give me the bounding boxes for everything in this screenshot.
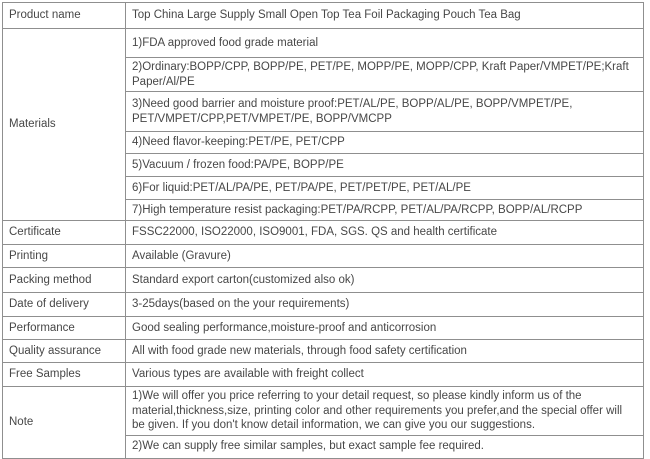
row-label-performance: Performance: [3, 317, 126, 340]
note-item-1: 1)We will offer you price referring to your detail request, so please kindly inform us of the material,thickness,size, printing color and other requirements you prefer,and the special offer will be given. If you don't know detail information, we can give you our suggestions.: [126, 387, 644, 436]
table-row: [3, 340, 644, 363]
table-row: [3, 221, 644, 245]
row-label-printing: Printing: [3, 245, 126, 268]
row-value-performance: Good sealing performance,moisture-proof and anticorrosion: [126, 317, 644, 340]
row-value-product-name: Top China Large Supply Small Open Top Tea Foil Packaging Pouch Tea Bag: [126, 3, 644, 29]
materials-item-6: 6)For liquid:PET/AL/PA/PE, PET/PA/PE, PET/PET/PE, PET/AL/PE: [126, 177, 644, 200]
row-label-materials: Materials: [3, 29, 126, 221]
row-label-certificate: Certificate: [3, 221, 126, 245]
row-label-date-of-delivery: Date of delivery: [3, 293, 126, 317]
materials-item-7: 7)High temperature resist packaging:PET/PA/RCPP, PET/AL/PA/RCPP, BOPP/AL/RCPP: [126, 200, 644, 221]
row-value-certificate: FSSC22000, ISO22000, ISO9001, FDA, SGS. QS and health certificate: [126, 221, 644, 245]
table-row: [3, 245, 644, 268]
table-row: [3, 293, 644, 317]
table-row: [3, 363, 644, 387]
row-value-packing-method: Standard export carton(customized also ok): [126, 268, 644, 293]
row-value-date-of-delivery: 3-25days(based on the your requirements): [126, 293, 644, 317]
materials-item-5: 5)Vacuum / frozen food:PA/PE, BOPP/PE: [126, 154, 644, 177]
row-label-note: Note: [3, 387, 126, 459]
product-spec-table: [2, 2, 644, 459]
row-label-free-samples: Free Samples: [3, 363, 126, 387]
materials-item-3: 3)Need good barrier and moisture proof:PET/AL/PE, BOPP/AL/PE, BOPP/VMPET/PE, PET/VMPET/CPP,PET/VMPET/PE, BOPP/VMCPP: [126, 92, 644, 132]
row-value-free-samples: Various types are available with freight collect: [126, 363, 644, 387]
table-row: [3, 268, 644, 293]
table-row: [3, 387, 644, 436]
table-row: [3, 3, 644, 29]
row-label-product-name: Product name: [3, 3, 126, 29]
row-value-printing: Available (Gravure): [126, 245, 644, 268]
table-row: [3, 29, 644, 58]
note-item-2: 2)We can supply free similar samples, but exact sample fee required.: [126, 435, 644, 458]
materials-item-4: 4)Need flavor-keeping:PET/PE, PET/CPP: [126, 132, 644, 154]
row-value-quality-assurance: All with food grade new materials, through food safety certification: [126, 340, 644, 363]
row-label-packing-method: Packing method: [3, 268, 126, 293]
materials-item-1: 1)FDA approved food grade material: [126, 29, 644, 58]
row-label-quality-assurance: Quality assurance: [3, 340, 126, 363]
table-row: [3, 317, 644, 340]
materials-item-2: 2)Ordinary:BOPP/CPP, BOPP/PE, PET/PE, MOPP/PE, MOPP/CPP, Kraft Paper/VMPET/PE;Kraft Paper/Al/PE: [126, 58, 644, 92]
